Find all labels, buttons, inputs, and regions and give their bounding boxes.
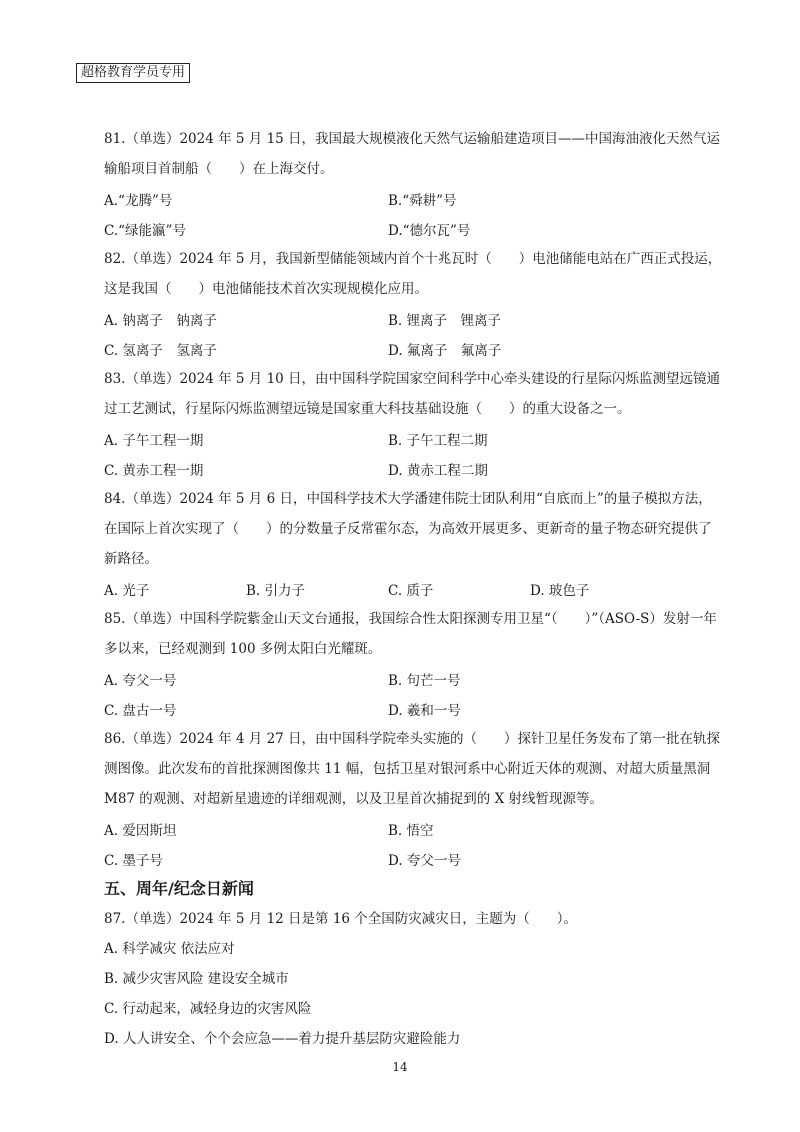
option-d: D. 夸父一号 <box>388 853 461 869</box>
question-stem: 83.（单选）2024 年 5 月 10 日，由中国科学院国家空间科学中心牵头建设的行星际闪烁监测望远镜通过工艺测试，行星际闪烁监测望远镜是国家重大科技基础设施（ ）的重大设备之一。 <box>104 371 721 417</box>
option-row <box>104 844 724 874</box>
question-87 <box>104 904 724 1054</box>
question-stem: 84.（单选）2024 年 5 月 6 日，中国科学技术大学潘建伟院士团队利用“自底而上”的量子模拟方法，在国际上首次实现了（ ）的分数量子反常霍尔态，为高效开展更多、更新奇的量子物态研究提供了新路径。 <box>104 491 712 567</box>
option-row <box>104 304 724 334</box>
question-81 <box>104 124 724 244</box>
question-84 <box>104 484 724 604</box>
option-row <box>104 214 724 244</box>
option-a: A. 夸父一号 <box>104 673 177 689</box>
page-number: 14 <box>392 1060 408 1074</box>
option-b: B. 句芒一号 <box>388 673 461 689</box>
option-row <box>104 424 724 454</box>
option-row <box>104 694 724 724</box>
question-stem: 82.（单选）2024 年 5 月，我国新型储能领域内首个十兆瓦时（ ）电池储能电站在广西正式投运，这是我国（ ）电池储能技术首次实现规模化应用。 <box>104 251 722 297</box>
option-a: A.“龙腾”号 <box>104 193 173 209</box>
option-a: A. 子午工程一期 <box>104 433 204 449</box>
option-row <box>104 184 724 214</box>
option-b: B. 减少灾害风险 建设安全城市 <box>104 971 289 987</box>
option-row <box>104 664 724 694</box>
question-stem: 86.（单选）2024 年 4 月 27 日，由中国科学院牵头实施的（ ）探针卫星任务发布了第一批在轨探测图像。此次发布的首批探测图像共 11 幅，包括卫星对银河系中心附近天体的观测、对超大质量黑洞 M87 的观测、对超新星遗迹的详细观测，以及卫星首次捕捉到的 X 射线暂现源等。 <box>104 731 721 807</box>
option-d: D. 氟离子 氟离子 <box>388 343 502 359</box>
option-c: C. 盘古一号 <box>104 703 177 719</box>
question-stem: 81.（单选）2024 年 5 月 15 日，我国最大规模液化天然气运输船建造项目——中国海油液化天然气运输船项目首制船（ ）在上海交付。 <box>104 131 721 177</box>
header-tag: 超格教育学员专用 <box>76 63 190 83</box>
option-d: D. 人人讲安全、个个会应急——着力提升基层防灾避险能力 <box>104 1031 461 1047</box>
section-title: 五、周年/纪念日新闻 <box>104 879 254 898</box>
option-c: C. 黄赤工程一期 <box>104 463 204 479</box>
option-a: A. 爱因斯坦 <box>104 823 177 839</box>
option-row <box>104 334 724 364</box>
option-c: C. 氢离子 氢离子 <box>104 343 217 359</box>
option-b: B.“舜耕”号 <box>388 193 457 209</box>
question-stem: 85.（单选）中国科学院紫金山天文台通报，我国综合性太阳探测专用卫星“（ ）”（ASO-S）发射一年多以来，已经观测到 100 多例太阳白光耀斑。 <box>104 611 717 657</box>
option-b: B. 锂离子 锂离子 <box>388 313 502 329</box>
question-stem: 87.（单选）2024 年 5 月 12 日是第 16 个全国防灾减灾日，主题为（ ）。 <box>104 911 578 927</box>
option-c: C. 墨子号 <box>104 853 163 869</box>
page-content <box>104 124 724 1054</box>
question-85 <box>104 604 724 724</box>
option-b: B. 子午工程二期 <box>388 433 488 449</box>
option-b: B. 悟空 <box>388 823 434 839</box>
option-row <box>104 814 724 844</box>
option-d: D.“德尔瓦”号 <box>388 223 471 239</box>
option-c: C. 行动起来，减轻身边的灾害风险 <box>104 1001 312 1017</box>
option-row <box>104 454 724 484</box>
option-b: B. 引力子 <box>246 583 306 599</box>
option-d: D. 羲和一号 <box>388 703 461 719</box>
option-c: C. 质子 <box>388 583 434 599</box>
option-c: C.“绿能瀛”号 <box>104 223 186 239</box>
option-d: D. 玻色子 <box>530 583 590 599</box>
question-83 <box>104 364 724 484</box>
option-row <box>104 574 724 604</box>
option-a: A. 光子 <box>104 583 150 599</box>
question-86 <box>104 724 724 874</box>
option-a: A. 科学减灾 依法应对 <box>104 941 235 957</box>
question-82 <box>104 244 724 364</box>
option-d: D. 黄赤工程二期 <box>388 463 488 479</box>
option-a: A. 钠离子 钠离子 <box>104 313 217 329</box>
